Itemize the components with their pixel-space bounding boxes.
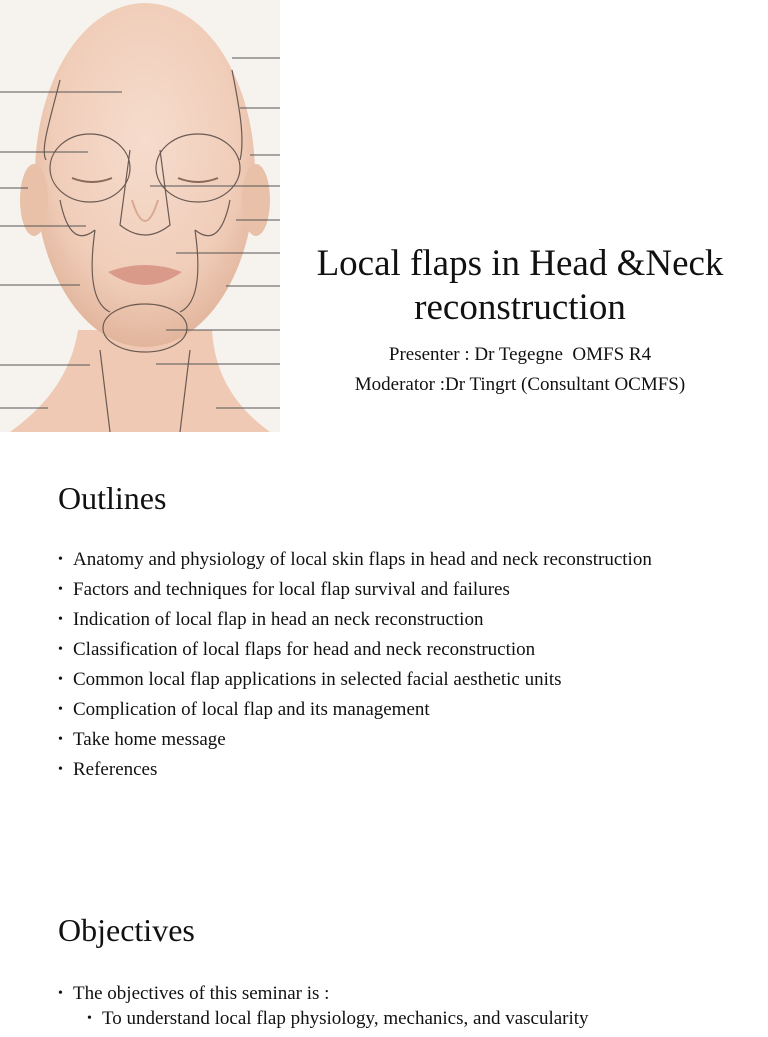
outline-item-text: References (73, 759, 158, 780)
bullet-icon: • (58, 986, 63, 1001)
face-diagram-graphic (0, 0, 280, 432)
list-item (58, 608, 718, 631)
bullet-icon: • (58, 702, 63, 717)
list-item (58, 548, 718, 571)
outlines-slide (0, 448, 768, 868)
bullet-icon: • (58, 732, 63, 747)
title-line-1: Local flaps in Head &Neck (316, 243, 724, 284)
list-item (87, 1007, 718, 1030)
list-item (58, 698, 718, 721)
bullet-icon: • (87, 1011, 92, 1026)
list-item (58, 668, 718, 691)
presentation-title (290, 242, 750, 330)
bullet-icon: • (58, 582, 63, 597)
objectives-sub-list (73, 1007, 718, 1030)
bullet-icon: • (58, 642, 63, 657)
objectives-list (58, 982, 718, 1037)
objectives-heading: Objectives (58, 912, 195, 948)
bullet-icon: • (58, 762, 63, 777)
list-item (58, 758, 718, 781)
outline-item-text: Common local flap applications in selected facial aesthetic units (73, 669, 562, 690)
title-line-2: reconstruction (414, 287, 626, 328)
title-block (290, 242, 750, 400)
outline-item-text: Take home message (73, 729, 226, 750)
outlines-heading: Outlines (58, 480, 167, 516)
list-item (58, 728, 718, 751)
moderator-line: Moderator :Dr Tingrt (Consultant OCMFS) (354, 374, 686, 395)
list-item (58, 982, 718, 1030)
presenter-info (290, 340, 750, 400)
facial-units-image (0, 0, 280, 432)
presenter-line: Presenter : Dr Tegegne OMFS R4 (388, 344, 652, 365)
outlines-list (58, 548, 718, 788)
objective-item-text: The objectives of this seminar is : (73, 983, 330, 1004)
outline-item-text: Indication of local flap in head an neck reconstruction (73, 609, 484, 630)
title-slide (0, 0, 768, 440)
bullet-icon: • (58, 552, 63, 567)
outline-item-text: Classification of local flaps for head and neck reconstruction (73, 639, 536, 660)
list-item (58, 578, 718, 601)
objectives-slide (0, 880, 768, 1029)
objective-sub-item-text: To understand local flap physiology, mechanics, and vascularity (102, 1008, 589, 1029)
bullet-icon: • (58, 612, 63, 627)
outline-item-text: Anatomy and physiology of local skin flaps in head and neck reconstruction (73, 549, 652, 570)
outline-item-text: Factors and techniques for local flap survival and failures (73, 579, 510, 600)
outline-item-text: Complication of local flap and its management (73, 699, 430, 720)
bullet-icon: • (58, 672, 63, 687)
list-item (58, 638, 718, 661)
